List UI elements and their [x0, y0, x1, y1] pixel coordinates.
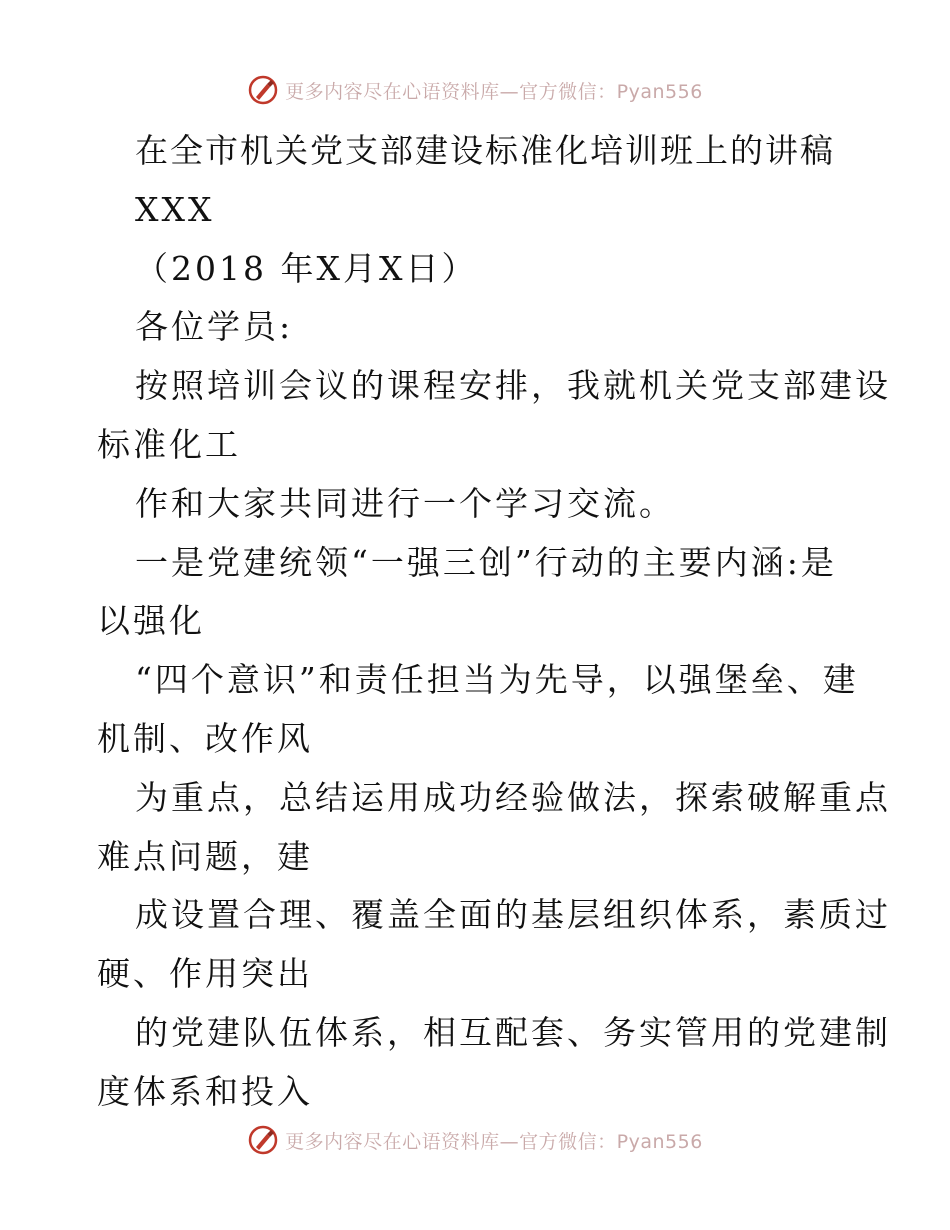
speaker-name: XXX [135, 189, 215, 229]
pen-logo-icon [247, 74, 279, 106]
header-watermark [0, 70, 950, 110]
body-line: 以强化 [97, 601, 205, 641]
body-line: 成设置合理、覆盖全面的基层组织体系，素质过 [135, 895, 891, 935]
salutation: 各位学员: [135, 307, 294, 347]
document-title: 在全市机关党支部建设标准化培训班上的讲稿 [135, 131, 835, 170]
body-line: 难点问题，建 [97, 836, 313, 876]
body-line: 一是党建统领“一强三创”行动的主要内涵:是 [135, 542, 837, 582]
pen-logo-icon [247, 1124, 279, 1156]
body-line: 度体系和投入 [97, 1071, 313, 1111]
watermark-text: 更多内容尽在心语资料库—官方微信：Pyan556 [285, 80, 703, 103]
body-line: 作和大家共同进行一个学习交流。 [135, 483, 675, 523]
body-line: 标准化工 [97, 424, 241, 464]
body-line: 硬、作用突出 [97, 954, 313, 994]
watermark-text: 更多内容尽在心语资料库—官方微信：Pyan556 [285, 1130, 703, 1153]
body-line: 机制、改作风 [97, 718, 313, 758]
body-line: 的党建队伍体系，相互配套、务实管用的党建制 [135, 1012, 891, 1052]
body-line: “四个意识”和责任担当为先导，以强堡垒、建 [135, 660, 859, 700]
document-body [97, 122, 891, 1122]
speech-date: （2018 年X月X日） [135, 248, 478, 288]
body-line: 为重点，总结运用成功经验做法，探索破解重点 [135, 777, 891, 817]
footer-watermark [0, 1120, 950, 1160]
body-line: 按照培训会议的课程安排，我就机关党支部建设 [135, 366, 891, 406]
